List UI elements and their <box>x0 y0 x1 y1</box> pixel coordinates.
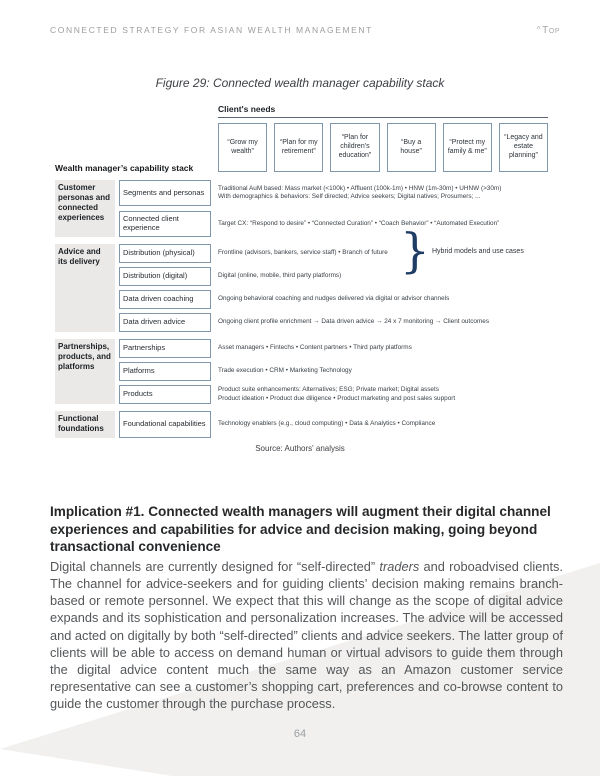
capability-row <box>119 211 595 237</box>
capability-row <box>119 339 595 358</box>
implication-heading: Implication #1. Connected wealth managers will augment their digital channel experiences and capabilities for advice and decision making, going beyond transactional convenience <box>50 504 551 555</box>
page-header <box>50 24 560 36</box>
capability-box-foundational: Foundational capabilities <box>119 411 211 438</box>
back-to-top-label: Top <box>541 24 560 36</box>
capability-desc: Ongoing client profile enrichment → Data driven advice → 24 x 7 monitoring → Client outcomes <box>218 318 490 326</box>
capability-box-distribution-digital: Distribution (digital) <box>119 267 211 286</box>
figure-caption: Figure 29: Connected wealth manager capability stack <box>155 76 445 90</box>
body-text: and roboadvised clients. The channel for advice-seekers and for guiding clients’ decision making remains branch-based or remote personnel. We expect that this will change as the scope of digital advice expands and its sophistication and personalization increases. The advice will be accessed and acted on digitally by both “self-directed” clients and advice seekers. The latter group of clients will be able to access on demand human or virtual advisors to guide them through the digital advice content much the same way as an Amazon customer service representative can see a customer’s shopping cart, preferences and co-browse content to guide the customer through the purchase process. <box>50 559 563 712</box>
desc-line: Product ideation • Product due diligence • Product marketing and post sales support <box>218 394 456 402</box>
capability-row <box>119 411 595 438</box>
body-text: Digital channels are currently designed for “self-directed” <box>50 559 380 575</box>
brace-annotation: Hybrid models and use cases <box>432 248 524 255</box>
capability-desc: Trade execution • CRM • Marketing Technology <box>218 367 352 375</box>
capability-desc: Digital (online, mobile, third party platforms) <box>218 272 342 280</box>
capability-desc: Asset managers • Fintechs • Content partners • Third party platforms <box>218 344 412 352</box>
section-advice-delivery <box>55 244 595 332</box>
capability-box-data-advice: Data driven advice <box>119 313 211 332</box>
capability-box-segments: Segments and personas <box>119 180 211 206</box>
need-box-buy-house: “Buy a house” <box>387 123 436 172</box>
section-label: Functional foundations <box>55 411 115 438</box>
section-partnerships <box>55 339 595 404</box>
capability-box-data-coaching: Data driven coaching <box>119 290 211 309</box>
desc-line: Traditional AuM based: Mass market (<100k) • Affluent (100k-1m) • HNW (1m-30m) • UHNW (>30m) <box>218 184 502 192</box>
capability-row <box>119 290 595 309</box>
capability-desc: Target CX: “Respond to desire” • “Connected Curation” • “Coach Behavior” • “Automated Execution” <box>218 219 500 227</box>
running-header-title: CONNECTED STRATEGY FOR ASIAN WEALTH MANAGEMENT <box>50 25 373 35</box>
desc-line: Product suite enhancements: Alternatives; ESG; Private market; Digital assets <box>218 386 439 394</box>
capability-row <box>119 180 595 206</box>
curly-brace-icon: } <box>400 224 430 279</box>
section-functional-foundations <box>55 411 595 438</box>
capability-desc: Frontline (advisors, bankers, service staff) • Branch of future <box>218 249 388 257</box>
capability-box-distribution-physical: Distribution (physical) <box>119 244 211 263</box>
need-box-retirement: “Plan for my retirement” <box>274 123 323 172</box>
capability-row <box>119 267 595 286</box>
back-to-top-link[interactable] <box>537 24 560 36</box>
capability-row <box>119 385 595 404</box>
capability-box-connected-cx: Connected client experience <box>119 211 211 237</box>
figure-source: Source: Authors' analysis <box>255 444 345 453</box>
capability-desc <box>218 185 501 202</box>
section-label: Customer personas and connected experiences <box>55 180 115 237</box>
capability-stack-label: Wealth manager’s capability stack <box>55 163 194 173</box>
capability-box-products: Products <box>119 385 211 404</box>
capability-box-platforms: Platforms <box>119 362 211 381</box>
capability-desc: Technology enablers (e.g., cloud computing) • Data & Analytics • Compliance <box>218 420 436 428</box>
implication-block <box>50 503 563 712</box>
section-customer-personas <box>55 180 595 237</box>
body-text-italic: traders <box>379 559 420 575</box>
need-box-children-education: “Plan for children’s education” <box>330 123 379 172</box>
capability-desc: Ongoing behavioral coaching and nudges delivered via digital or advisor channels <box>218 295 450 303</box>
caret-up-icon: ^ <box>536 25 541 34</box>
client-needs-label: Client's needs <box>218 104 548 118</box>
capability-box-partnerships: Partnerships <box>119 339 211 358</box>
need-box-protect-family: “Protect my family & me” <box>443 123 492 172</box>
capability-stack-figure <box>0 100 600 460</box>
implication-body <box>50 558 563 712</box>
page-number: 64 <box>293 728 307 740</box>
section-label: Partnerships, products, and platforms <box>55 339 115 404</box>
capability-desc <box>218 386 455 403</box>
capability-row <box>119 313 595 332</box>
desc-line: With demographics & behaviors: Self directed; Advice seekers; Digital natives; Prosumers; ... <box>218 193 481 200</box>
section-label: Advice and its delivery <box>55 244 115 332</box>
client-needs-group <box>218 104 548 172</box>
need-box-legacy-estate: “Legacy and estate planning” <box>499 123 548 172</box>
capability-sections <box>55 180 595 438</box>
client-needs-row <box>218 123 548 172</box>
need-box-grow-wealth: “Grow my wealth” <box>218 123 267 172</box>
capability-row <box>119 362 595 381</box>
